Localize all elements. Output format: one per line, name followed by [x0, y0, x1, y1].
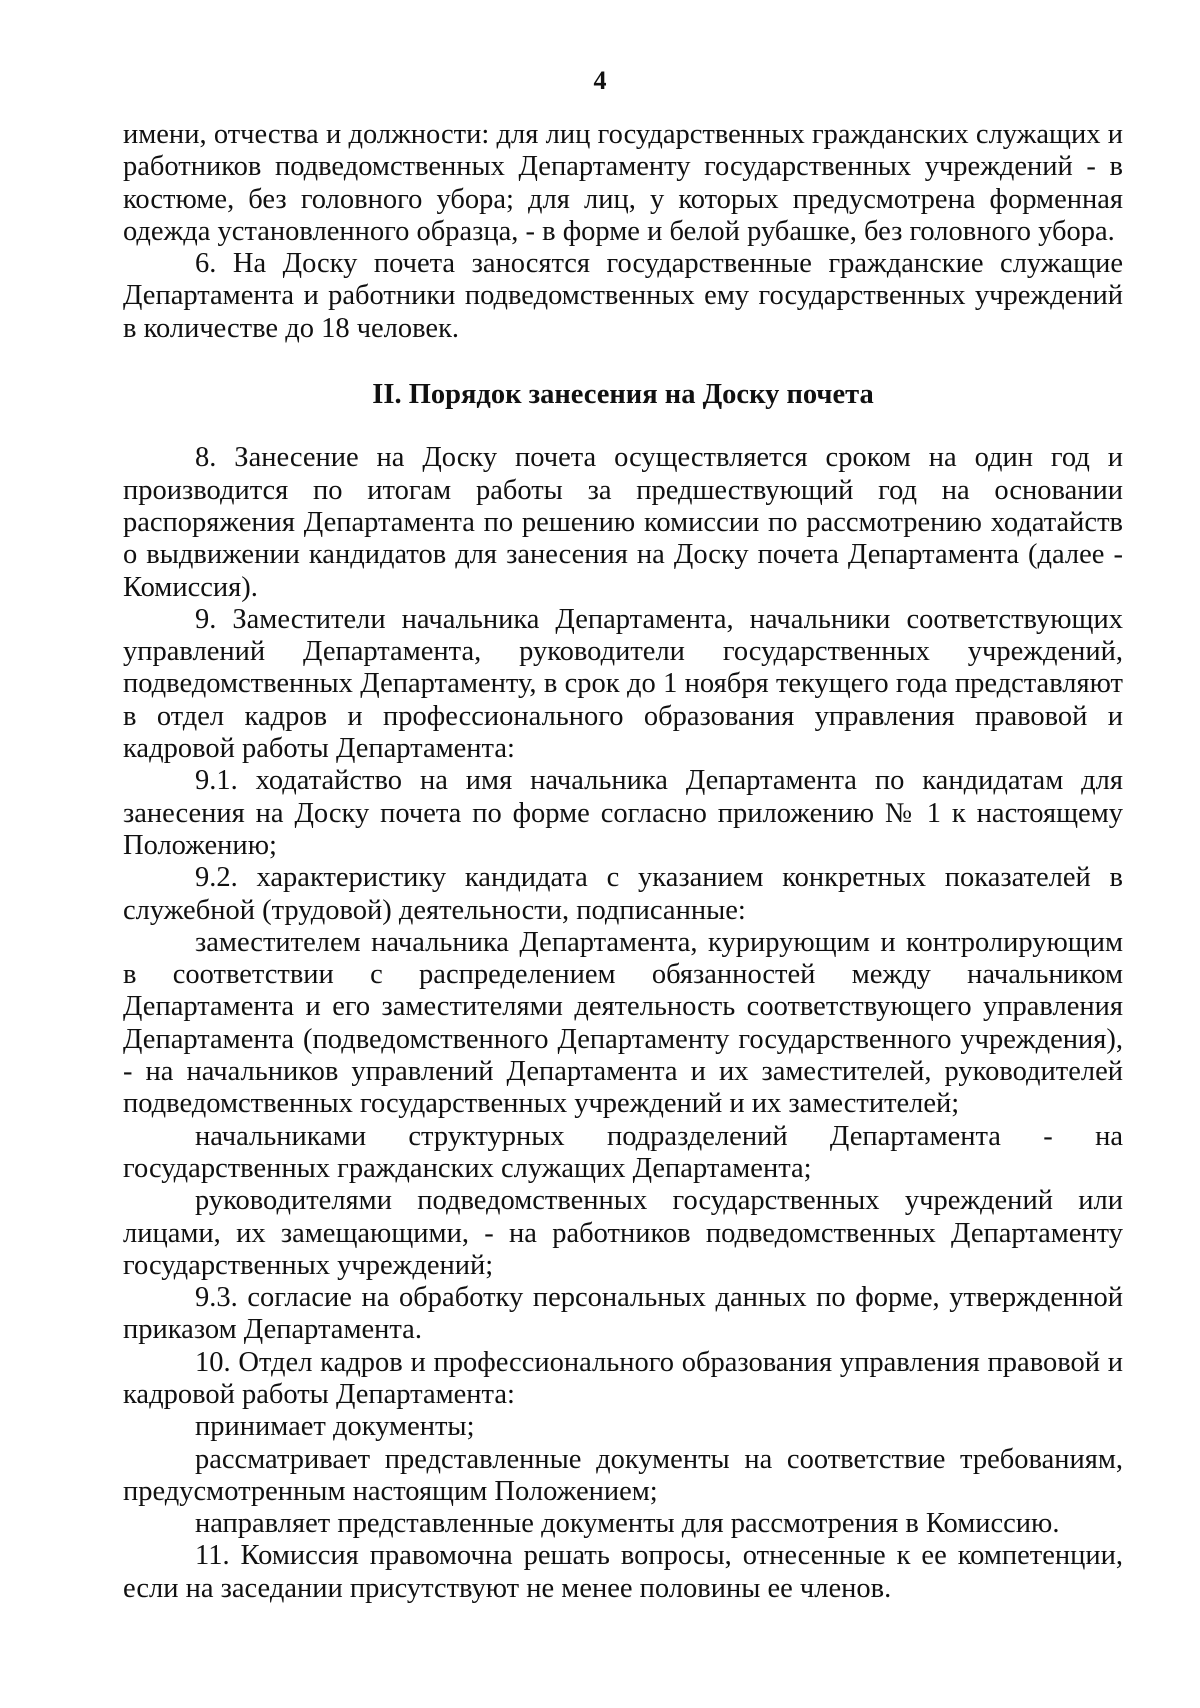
spacer [123, 345, 1123, 379]
document-body [123, 119, 1123, 1605]
paragraph-item-9-2: 9.2. характеристику кандидата с указанием конкретных показателей в служебной (трудовой) деятельности, подписанные: [123, 862, 1123, 926]
paragraph-item-6: 6. На Доску почета заносятся государственные гражданские служащие Департамента и работники подведомственных ему государственных учреждений в количестве до 18 человек. [123, 248, 1123, 344]
page-number: 4 [593, 66, 607, 95]
paragraph-signer-institution-heads: руководителями подведомственных государственных учреждений или лицами, их замещающими, - на работников подведомственных Департаменту государственных учреждений; [123, 1185, 1123, 1281]
paragraph-reviews-documents: рассматривает представленные документы на соответствие требованиям, предусмотренным настоящим Положением; [123, 1443, 1123, 1507]
spacer [123, 411, 1123, 442]
paragraph-item-9-1: 9.1. ходатайство на имя начальника Департамента по кандидатам для занесения на Доску почета по форме согласно приложению № 1 к настоящему Положению; [123, 765, 1123, 861]
paragraph-item-8: 8. Занесение на Доску почета осуществляется сроком на один год и производится по итогам работы за предшествующий год на основании распоряжения Департамента по решению комиссии по рассмотрению ходатайств о выдвижении кандидатов для занесения на Доску почета Департамента (далее - Комиссия). [123, 442, 1123, 603]
paragraph-accepts-documents: принимает документы; [195, 1411, 475, 1443]
paragraph-signer-division-heads: начальниками структурных подразделений Департамента - на государственных гражданских служащих Департамента; [123, 1120, 1123, 1184]
section-heading: II. Порядок занесения на Доску почета [372, 379, 874, 411]
paragraph-item-11: 11. Комиссия правомочна решать вопросы, отнесенные к ее компетенции, если на заседании присутствуют не менее половины ее членов. [123, 1540, 1123, 1604]
paragraph-forwards-documents: направляет представленные документы для рассмотрения в Комиссию. [195, 1508, 1060, 1540]
paragraph-item-10: 10. Отдел кадров и профессионального образования управления правовой и кадровой работы Департамента: [123, 1346, 1123, 1410]
paragraph-item-9-3: 9.3. согласие на обработку персональных данных по форме, утвержденной приказом Департамента. [123, 1282, 1123, 1346]
paragraph-item-9: 9. Заместители начальника Департамента, начальники соответствующих управлений Департамента, руководители государственных учреждений, подведомственных Департаменту, в срок до 1 ноября текущего года представляют в отдел кадров и профессионального образования управления правовой и кадровой работы Департамента: [123, 603, 1123, 765]
paragraph-signer-deputy: заместителем начальника Департамента, курирующим и контролирующим в соответствии с распределением обязанностей между начальником Департамента и его заместителями деятельность соответствующего управления Департамента (подведомственного Департаменту государственного учреждения), - на начальников управлений Департамента и их заместителей, руководителей подведомственных государственных учреждений и их заместителей; [123, 926, 1123, 1120]
paragraph-continuation: имени, отчества и должности: для лиц государственных гражданских служащих и работников подведомственных Департаменту государственных учреждений - в костюме, без головного убора; для лиц, у которых предусмотрена форменная одежда установленного образца, - в форме и белой рубашке, без головного убора. [123, 119, 1123, 247]
